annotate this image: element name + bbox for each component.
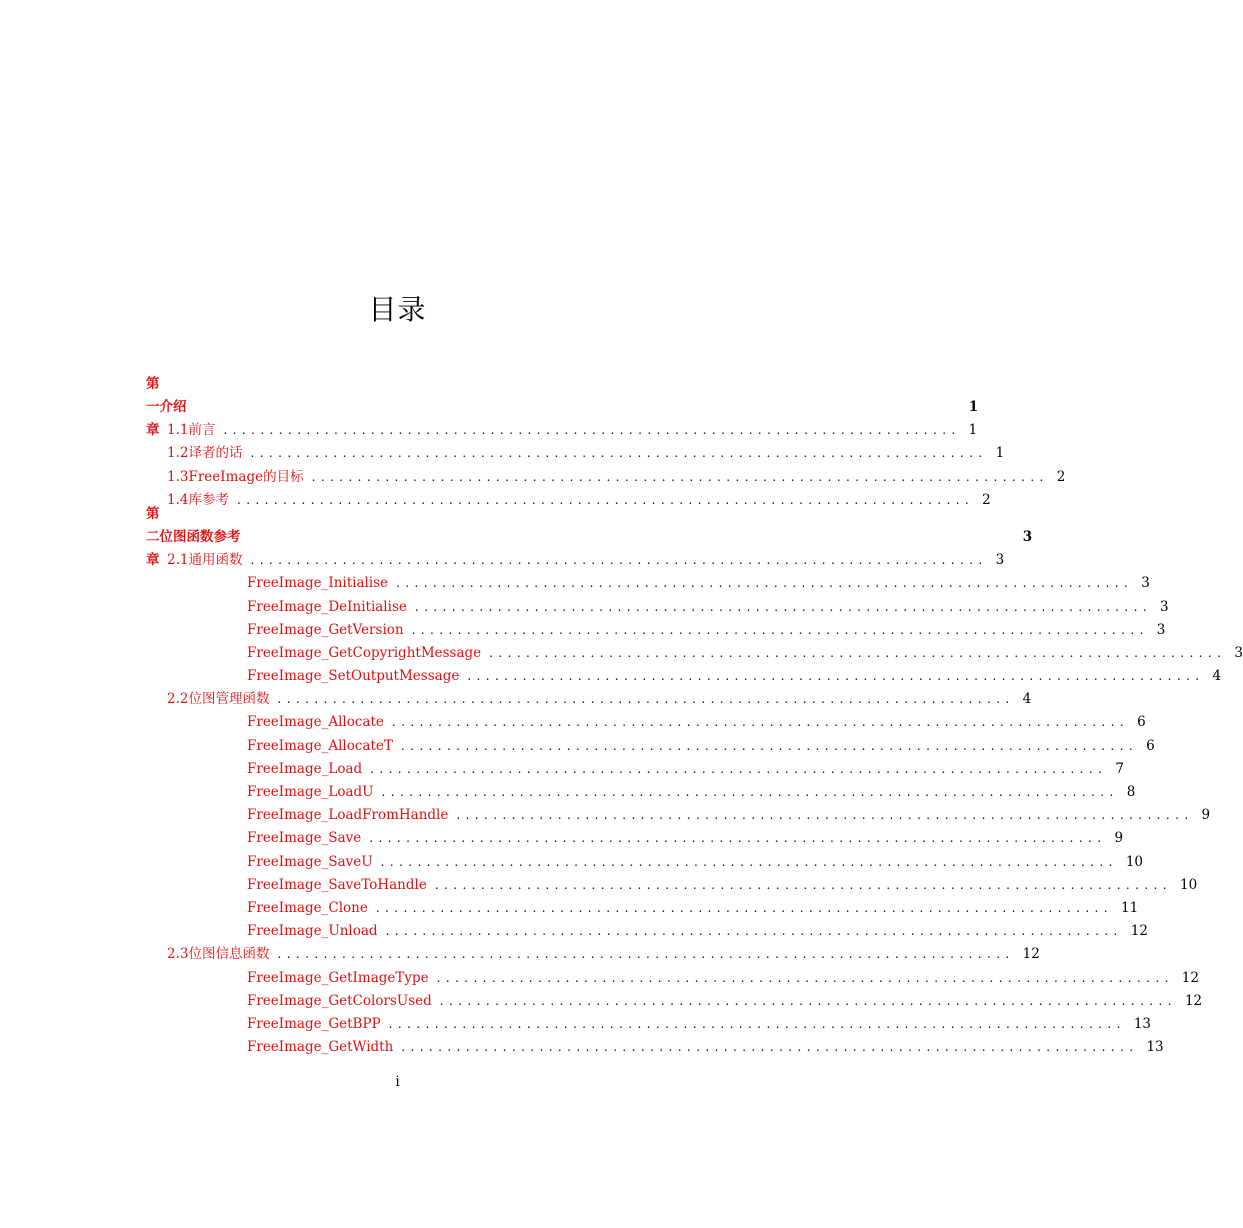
toc-entry-page: 12 bbox=[1022, 946, 1040, 963]
toc-entry-page: 13 bbox=[1133, 1015, 1151, 1032]
toc-entry-func[interactable] bbox=[146, 572, 1150, 595]
toc-entry-section[interactable] bbox=[146, 489, 991, 512]
dot-leader: ................................................................................ bbox=[414, 599, 1153, 614]
toc-entry-label[interactable]: 库参考 bbox=[188, 491, 229, 508]
toc-entry-label[interactable]: 位图函数参考 bbox=[159, 528, 241, 545]
toc-entry-page: 9 bbox=[1201, 807, 1211, 824]
dot-leader: ................................................................................ bbox=[369, 831, 1107, 846]
dot-leader: ................................................................................ bbox=[277, 692, 1015, 707]
toc-entry-label[interactable]: 介绍 bbox=[159, 399, 187, 415]
toc-entry-label[interactable]: 位图管理函数 bbox=[188, 691, 270, 708]
toc-entry-func[interactable] bbox=[146, 967, 1199, 990]
dot-leader: ................................................................................ bbox=[456, 808, 1194, 823]
toc-entry-page: 6 bbox=[1137, 714, 1146, 731]
toc-entry-func[interactable] bbox=[146, 990, 1203, 1013]
toc-entry-label[interactable]: FreeImage_GetCopyrightMessage bbox=[247, 644, 482, 661]
dot-leader: ................................................................................ bbox=[223, 423, 961, 438]
toc-entry-section[interactable] bbox=[146, 943, 1040, 966]
toc-entry-number[interactable]: 1.2 bbox=[167, 445, 189, 462]
page-number: i bbox=[395, 1074, 400, 1090]
toc-entry-page: 1 bbox=[995, 445, 1005, 462]
toc-entry-func[interactable] bbox=[146, 827, 1124, 850]
dot-leader: ................................................................................ bbox=[411, 622, 1149, 637]
dot-leader: ................................................................................ bbox=[388, 1016, 1126, 1031]
toc-entry-func[interactable] bbox=[146, 920, 1148, 943]
dot-leader: ................................................................................ bbox=[385, 924, 1123, 939]
toc-entry-label[interactable]: 译者的话 bbox=[188, 445, 243, 462]
dot-leader: ................................................................................ bbox=[439, 993, 1177, 1008]
toc-entry-func[interactable] bbox=[146, 804, 1211, 827]
toc-entry-number[interactable]: 2.2 bbox=[167, 691, 189, 708]
toc-entry-label[interactable]: 通用函数 bbox=[188, 552, 243, 569]
toc-entry-page: 12 bbox=[1181, 969, 1199, 986]
toc-entry-label[interactable]: FreeImage_GetBPP bbox=[247, 1015, 381, 1032]
toc-entry-page: 13 bbox=[1146, 1039, 1164, 1056]
toc-entry-page: 1 bbox=[968, 422, 978, 439]
toc-entry-label[interactable]: FreeImage_SaveToHandle bbox=[247, 876, 427, 893]
toc-entry-page: 11 bbox=[1120, 899, 1139, 916]
toc-entry-number[interactable]: 2.3 bbox=[167, 946, 189, 963]
dot-leader: ................................................................................ bbox=[311, 469, 1049, 484]
dot-leader: ................................................................................ bbox=[375, 900, 1113, 915]
toc-entry-page: 10 bbox=[1179, 876, 1198, 893]
toc-entry-label[interactable]: FreeImage_GetImageType bbox=[247, 969, 429, 986]
toc-entry-func[interactable] bbox=[146, 596, 1169, 619]
toc-entry-label[interactable]: FreeImage_LoadU bbox=[247, 784, 374, 800]
toc-entry-page: 1 bbox=[968, 399, 979, 415]
dot-leader: ................................................................................ bbox=[250, 553, 988, 568]
toc-entry-label[interactable]: FreeImage_SaveU bbox=[247, 853, 373, 870]
toc-entry-section[interactable] bbox=[146, 466, 1066, 489]
toc-entry-label[interactable]: FreeImage_DeInitialise bbox=[247, 598, 407, 615]
table-of-contents bbox=[146, 375, 1243, 1059]
toc-entry-page: 9 bbox=[1114, 830, 1124, 847]
dot-leader: ................................................................................ bbox=[400, 738, 1139, 753]
toc-entry-func[interactable] bbox=[146, 1036, 1164, 1059]
toc-entry-label[interactable]: FreeImage_LoadFromHandle bbox=[247, 807, 449, 824]
toc-entry-page: 7 bbox=[1115, 760, 1124, 777]
toc-entry-label[interactable]: FreeImage_GetColorsUsed bbox=[247, 992, 432, 1009]
dot-leader: ................................................................................ bbox=[380, 854, 1118, 869]
toc-entry-func[interactable] bbox=[146, 642, 1243, 665]
toc-entry-label[interactable]: FreeImage_Save bbox=[247, 830, 362, 847]
toc-entry-label[interactable]: FreeImage_SetOutputMessage bbox=[247, 668, 460, 685]
page-title: 目录 bbox=[368, 293, 427, 326]
toc-entry-label[interactable]: 前言 bbox=[188, 422, 216, 439]
toc-entry-label[interactable]: FreeImage_AllocateT bbox=[247, 737, 393, 754]
toc-entry-page: 3 bbox=[1156, 621, 1166, 638]
toc-entry-func[interactable] bbox=[146, 665, 1222, 688]
toc-entry-page: 6 bbox=[1146, 737, 1155, 754]
toc-entry-page: 3 bbox=[1141, 575, 1150, 592]
dot-leader: ................................................................................ bbox=[381, 785, 1119, 799]
toc-entry-number[interactable]: 1.3 bbox=[167, 468, 189, 485]
toc-entry-page: 3 bbox=[995, 552, 1005, 569]
dot-leader: ................................................................................ bbox=[489, 645, 1227, 660]
toc-entry-label[interactable]: FreeImage_GetVersion bbox=[247, 621, 404, 638]
toc-entry-section[interactable] bbox=[146, 419, 978, 442]
toc-entry-func[interactable] bbox=[146, 1013, 1151, 1036]
dot-leader: ................................................................................ bbox=[396, 576, 1134, 591]
toc-entry-number[interactable]: 2.1 bbox=[167, 552, 189, 569]
toc-entry-label[interactable]: FreeImage_Initialise bbox=[247, 575, 389, 592]
toc-entry-page: 4 bbox=[1022, 691, 1032, 708]
dot-leader: ................................................................................ bbox=[434, 877, 1172, 892]
toc-entry-label[interactable]: FreeImage_Clone bbox=[247, 899, 368, 916]
toc-entry-page: 12 bbox=[1130, 923, 1148, 940]
toc-entry-number[interactable]: 1.1 bbox=[167, 422, 189, 439]
toc-entry-label[interactable]: 位图信息函数 bbox=[188, 946, 270, 963]
toc-entry-func[interactable] bbox=[146, 781, 1136, 804]
toc-entry-number[interactable]: 第一章 bbox=[146, 375, 160, 439]
toc-entry-page: 3 bbox=[1160, 598, 1169, 615]
toc-entry-func[interactable] bbox=[146, 897, 1139, 920]
toc-entry-func[interactable] bbox=[146, 851, 1143, 874]
toc-entry-page: 3 bbox=[1234, 644, 1243, 661]
toc-entry-page: 2 bbox=[1056, 468, 1066, 485]
toc-entry-label[interactable]: FreeImage_GetWidth bbox=[247, 1039, 394, 1056]
toc-entry-section[interactable] bbox=[146, 442, 1005, 465]
toc-entry-label[interactable]: FreeImage_Unload bbox=[247, 923, 378, 940]
dot-leader: ................................................................................ bbox=[401, 1040, 1139, 1055]
toc-entry-func[interactable] bbox=[146, 711, 1146, 734]
toc-entry-func[interactable] bbox=[146, 874, 1198, 897]
toc-entry-label[interactable]: FreeImage_Allocate bbox=[247, 714, 384, 731]
toc-entry-page: 4 bbox=[1212, 668, 1222, 685]
dot-leader: ................................................................................ bbox=[391, 715, 1130, 730]
toc-entry-number[interactable]: 1.4 bbox=[167, 491, 189, 508]
dot-leader: ................................................................................ bbox=[467, 669, 1205, 684]
toc-entry-number[interactable]: 第二章 bbox=[146, 505, 160, 569]
toc-entry-label[interactable]: FreeImage_Load bbox=[247, 760, 363, 777]
dot-leader: ................................................................................ bbox=[236, 492, 975, 507]
toc-entry-page: 10 bbox=[1125, 853, 1143, 870]
dot-leader: ................................................................................ bbox=[370, 761, 1108, 776]
toc-entry-func[interactable] bbox=[146, 619, 1166, 642]
toc-entry-section[interactable] bbox=[146, 549, 1005, 572]
dot-leader: ................................................................................ bbox=[250, 446, 988, 461]
toc-entry-page: 8 bbox=[1126, 784, 1136, 800]
dot-leader: ................................................................................ bbox=[436, 970, 1174, 985]
toc-entry-page: 12 bbox=[1184, 992, 1203, 1009]
toc-entry-page: 2 bbox=[982, 491, 991, 508]
toc-entry-func[interactable] bbox=[146, 735, 1155, 758]
toc-entry-section[interactable] bbox=[146, 688, 1032, 711]
toc-entry-page: 3 bbox=[1022, 528, 1033, 545]
toc-entry-label[interactable]: FreeImage的目标 bbox=[188, 468, 304, 485]
toc-entry-func[interactable] bbox=[146, 758, 1124, 781]
dot-leader: ................................................................................ bbox=[277, 947, 1015, 962]
